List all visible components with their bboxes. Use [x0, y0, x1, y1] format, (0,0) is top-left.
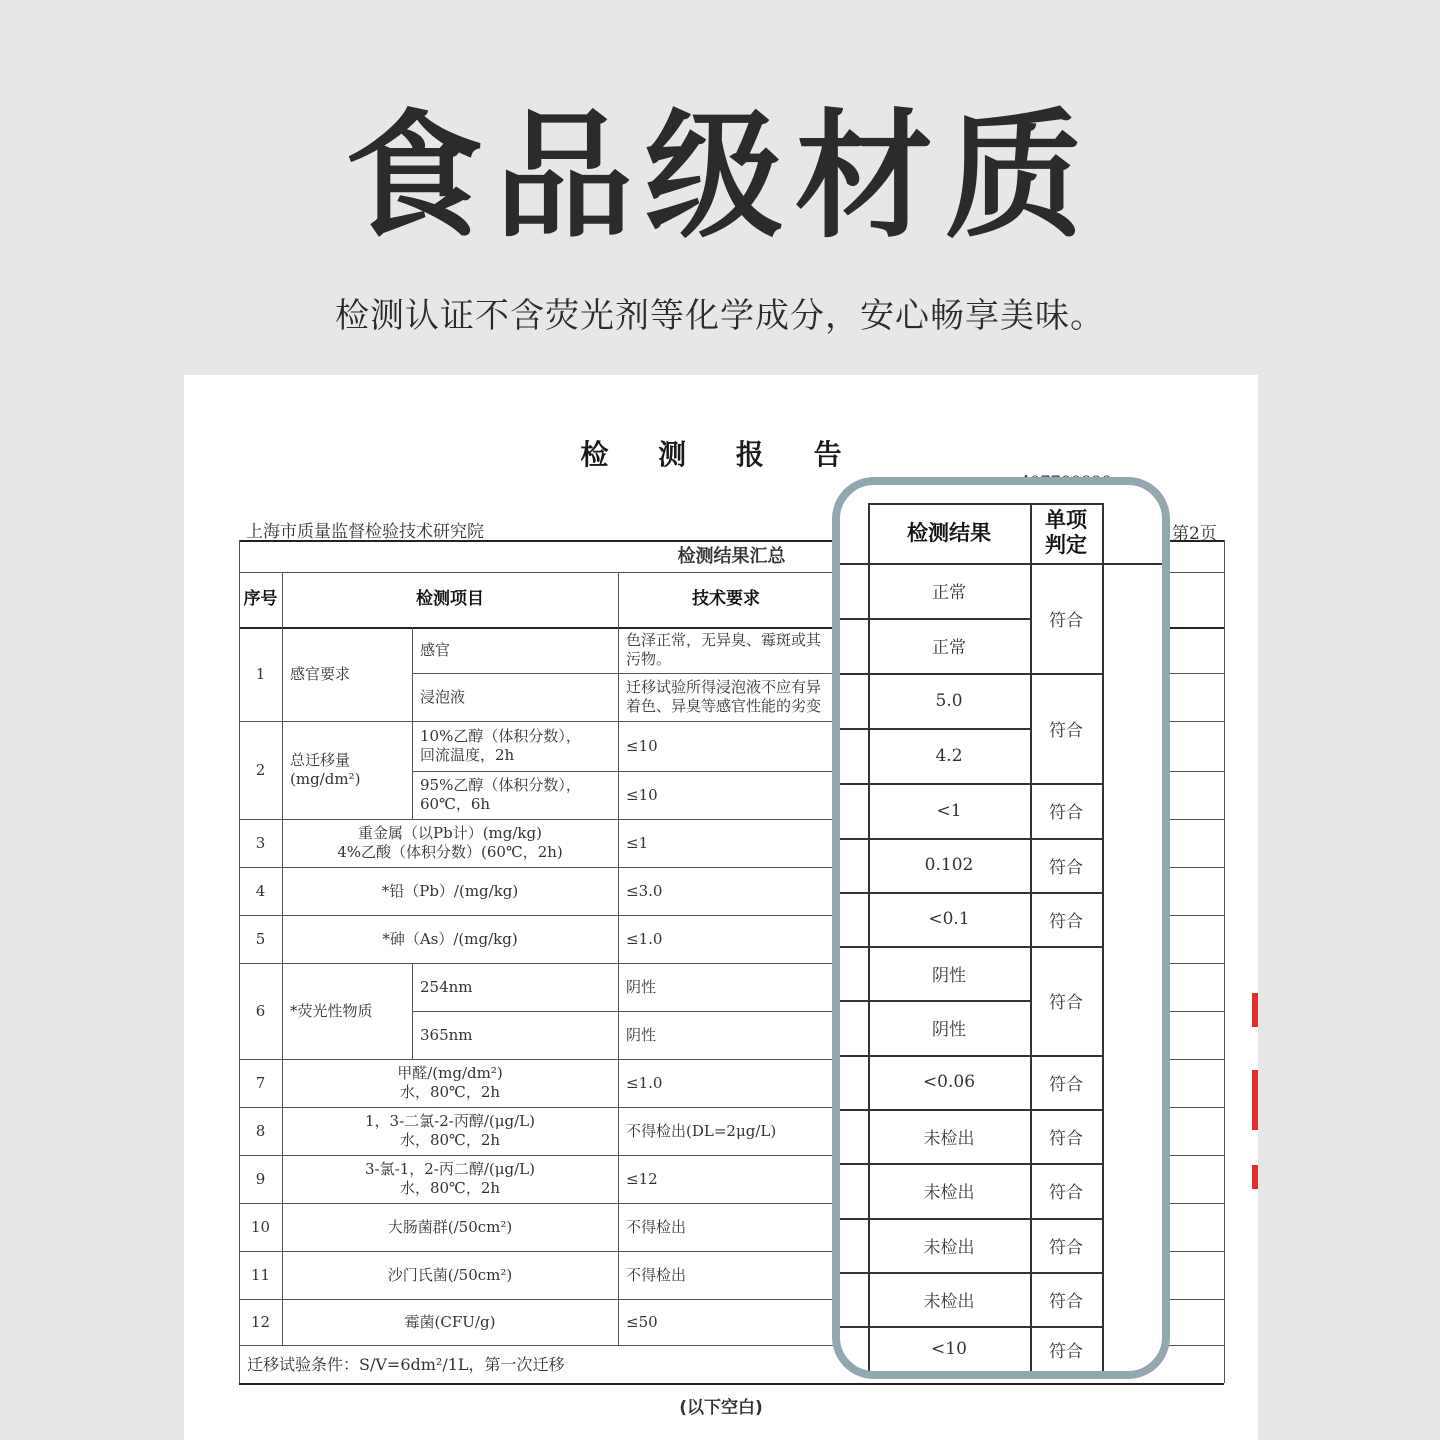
row-number: 6 — [255, 1001, 266, 1020]
header-judgement: 单项 判定 — [1045, 508, 1087, 557]
row-requirement: ≤3.0 — [626, 881, 663, 900]
row-requirement: 迁移试验所得浸泡液不应有异 着色、异臭等感官性能的劣变 — [626, 678, 822, 715]
header-requirement: 技术要求 — [692, 589, 760, 609]
judgement-value: 符合 — [1049, 1183, 1083, 1203]
blank-below-note: (以下空白) — [679, 1398, 763, 1418]
judgement-value: 符合 — [1049, 993, 1083, 1013]
judgement-value: 符合 — [1049, 1341, 1083, 1362]
result-value: 正常 — [932, 583, 966, 603]
judgement-value: 符合 — [1049, 1128, 1083, 1149]
row-item: 1，3-二氯-2-丙醇/(μg/L) 水，80℃，2h — [365, 1112, 535, 1149]
row-requirement: 阴性 — [626, 977, 657, 996]
row-requirement: 不得检出(DL=2μg/L) — [626, 1121, 777, 1140]
result-value: 阴性 — [932, 965, 966, 986]
row-subitem: 感官 — [420, 640, 451, 659]
row-requirement: ≤10 — [626, 736, 658, 755]
result-value: 未检出 — [923, 1291, 975, 1312]
row-subitem: 254nm — [420, 977, 473, 996]
row-subitem: 10%乙醇（体积分数）， 回流温度，2h — [420, 727, 581, 764]
judgement-value: 符合 — [1049, 803, 1083, 823]
red-stamp-fragment — [1252, 993, 1258, 1027]
headline: 食品级材质 — [344, 96, 1095, 257]
result-value: 5.0 — [935, 690, 963, 711]
row-number: 10 — [250, 1217, 271, 1236]
table-rule — [1224, 540, 1225, 1383]
row-number: 12 — [250, 1312, 271, 1331]
judgement-value: 符合 — [1049, 1074, 1083, 1095]
row-number: 2 — [255, 760, 266, 779]
row-requirement: 阴性 — [626, 1025, 657, 1044]
result-value: <0.1 — [928, 909, 970, 929]
result-value: 未检出 — [923, 1128, 975, 1149]
row-item: *砷（As）/(mg/kg) — [382, 929, 518, 948]
result-value: <0.06 — [922, 1072, 976, 1092]
row-number: 5 — [255, 929, 266, 948]
row-item: 沙门氏菌(/50cm²) — [387, 1265, 513, 1284]
row-requirement: 不得检出 — [626, 1217, 687, 1236]
red-stamp-fragment — [1252, 1070, 1258, 1130]
judgement-value: 符合 — [1049, 857, 1083, 878]
row-subitem: 浸泡液 — [420, 687, 466, 706]
judgement-value: 符合 — [1049, 610, 1083, 631]
row-number: 9 — [255, 1169, 266, 1188]
row-item: 甲醛/(mg/dm²) 水，80℃，2h — [397, 1064, 503, 1101]
highlight-rule — [1102, 503, 1104, 1379]
row-item: 大肠菌群(/50cm²) — [387, 1217, 513, 1236]
row-group: 感官要求 — [290, 664, 351, 683]
row-requirement: 色泽正常，无异臭、霉斑或其 污物。 — [626, 631, 822, 668]
row-number: 7 — [255, 1073, 266, 1092]
row-requirement: ≤12 — [626, 1169, 658, 1188]
row-requirement: ≤1.0 — [626, 929, 663, 948]
row-group: *荧光性物质 — [290, 1001, 373, 1020]
row-item: *铅（Pb）/(mg/kg) — [381, 881, 519, 900]
row-group: 总迁移量 (mg/dm²) — [290, 751, 361, 788]
summary-title: 检测结果汇总 — [677, 545, 786, 567]
subline: 检测认证不含荧光剂等化学成分，安心畅享美味。 — [335, 296, 1105, 336]
row-number: 11 — [250, 1265, 271, 1284]
row-requirement: ≤50 — [626, 1312, 658, 1331]
institute-name: 上海市质量监督检验技术研究院 — [246, 522, 484, 542]
result-value: <10 — [931, 1339, 967, 1359]
red-stamp-fragment — [1252, 1165, 1258, 1189]
page-number: 第2页 — [1172, 524, 1217, 544]
row-number: 1 — [255, 664, 266, 683]
row-item: 霉菌(CFU/g) — [404, 1312, 496, 1331]
result-value: 未检出 — [923, 1183, 975, 1203]
result-value: 正常 — [932, 638, 966, 658]
migration-note: 迁移试验条件：S/V=6dm²/1L，第一次迁移 — [247, 1354, 565, 1374]
result-value: 阴性 — [932, 1020, 966, 1040]
table-rule — [239, 1383, 1224, 1385]
row-item: 3-氯-1，2-丙二醇/(μg/L) 水，80℃，2h — [365, 1160, 535, 1197]
result-value: 未检出 — [923, 1237, 975, 1258]
row-number: 8 — [255, 1121, 266, 1140]
row-requirement: ≤1 — [626, 833, 649, 852]
header-no: 序号 — [243, 589, 278, 609]
header-result: 检测结果 — [907, 520, 991, 545]
row-number: 3 — [255, 833, 266, 852]
judgement-value: 符合 — [1049, 720, 1083, 741]
row-requirement: ≤10 — [626, 785, 658, 804]
result-highlight-panel — [832, 477, 1170, 1379]
row-requirement: ≤1.0 — [626, 1073, 663, 1092]
row-requirement: 不得检出 — [626, 1265, 687, 1284]
row-number: 4 — [255, 881, 266, 900]
judgement-value: 符合 — [1049, 911, 1083, 932]
header-item: 检测项目 — [416, 589, 484, 609]
judgement-value: 符合 — [1049, 1291, 1083, 1312]
result-value: <1 — [936, 800, 962, 821]
result-value: 0.102 — [924, 855, 974, 875]
judgement-value: 符合 — [1049, 1237, 1083, 1258]
row-subitem: 95%乙醇（体积分数）， 60℃，6h — [420, 776, 581, 813]
result-value: 4.2 — [935, 745, 963, 766]
report-title: 检 测 报 告 — [580, 438, 862, 471]
row-item: 重金属（以Pb计）(mg/kg) 4%乙酸（体积分数）(60℃，2h) — [337, 824, 563, 861]
row-subitem: 365nm — [420, 1025, 473, 1044]
